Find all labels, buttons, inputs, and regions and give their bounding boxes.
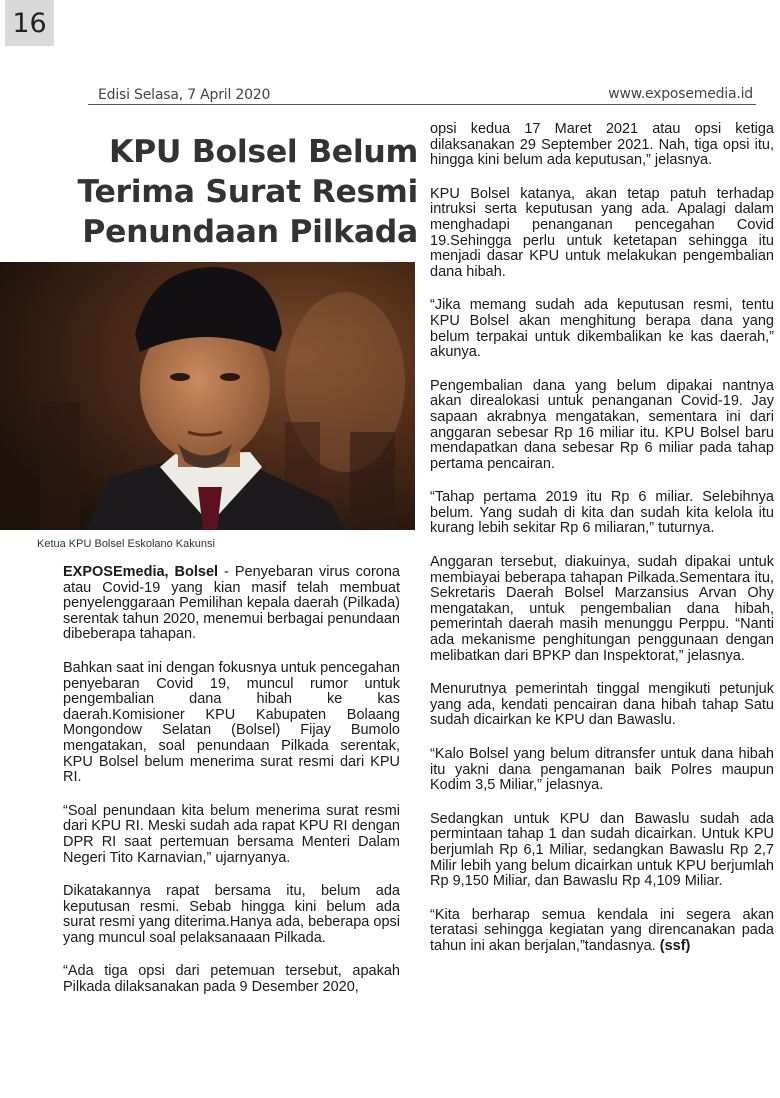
paragraph-9: Pengembalian dana yang belum dipakai nantnya akan direalokasi untuk penanganan Covid-19. Jay sapaan akrabnya mengatakan, sementara ini dari anggaran sebesar Rp 16 miliar itu. KPU Bolsel baru mendapatkan dana sebesar Rp 6 miliar pada tahap pertama pencairan.: [430, 377, 774, 472]
paragraph-1-text: - Penyebaran virus corona atau Covid-19 yang kian masif telah membuat penyelenggaraan Pemilihan kepala daerah (Pilkada) serentak tahun 2020, menemui berbagai penundaan dibeberapa tahapan.: [63, 564, 400, 643]
paragraph-5: “Ada tiga opsi dari petemuan tersebut, apakah Pilkada dilaksanakan pada 9 Desember 2020,: [63, 963, 400, 996]
paragraph-10: “Tahap pertama 2019 itu Rp 6 miliar. Selebihnya belum. Yang sudah di kita dan sudah kita kelola itu kurang lebih sekitar Rp 6 miliaran,” tuturnya.: [430, 489, 774, 537]
paragraph-2: Bahkan saat ini dengan fokusnya untuk pencegahan penyebaran Covid 19, muncul rumor untuk pengembalian dana hibah ke kas daerah.Komisioner KPU Kabupaten Bolaang Mongondow Selatan (Bolsel) Fijay Bumolo mengatakan, soal penundaan Pilkada serentak, KPU Bolsel belum menerima surat resmi dari KPU RI.: [63, 659, 400, 786]
page-number: 16: [5, 0, 54, 46]
paragraph-12: Menurutnya pemerintah tinggal mengikuti petunjuk yang ada, kendati pencairan dana hibah tahap Satu sudah dicairkan ke KPU dan Bawaslu.: [430, 681, 774, 729]
paragraph-11: Anggaran tersebut, diakuinya, sudah dipakai untuk membiayai beberapa tahapan Pilkada.Sementara itu, Sekretaris Daerah Bolsel Marzansius Arvan Ohy mengatakan, untuk pengembalian dana hibah, pemerintah daerah masih menunggu Perppu. “Nanti ada mekanisme penghitungan penggunaan dengan melibatkan dari BPKP dan Inspektorat,” jelasnya.: [430, 554, 774, 664]
author-signature: (ssf): [659, 937, 691, 954]
paragraph-15-text: “Kita berharap semua kendala ini segera akan teratasi sehingga kegiatan yang direncanakan pada tahun ini akan berjalan,”tandasnya.: [430, 906, 774, 954]
headline: [60, 132, 418, 252]
photo-caption: Ketua KPU Bolsel Eskolano Kakunsi: [37, 538, 215, 550]
paragraph-3: “Soal penundaan kita belum menerima surat resmi dari KPU RI. Meski sudah ada rapat KPU RI dengan DPR RI saat pertemuan bersama Menteri Dalam Negeri Tito Karnavian,” ujarnyanya.: [63, 802, 400, 866]
paragraph-6: opsi kedua 17 Maret 2021 atau opsi ketiga dilaksanakan 29 September 2021. Nah, tiga opsi itu, hingga kini belum ada keputusan,” jelasnya.: [430, 121, 774, 169]
article-photo: [0, 262, 415, 530]
article-column-right: [430, 122, 774, 973]
edition-date: Edisi Selasa, 7 April 2020: [98, 87, 271, 103]
website-url[interactable]: www.exposemedia.id: [608, 86, 753, 102]
paragraph-1: [63, 565, 400, 643]
article-column-left: [63, 565, 400, 1014]
paragraph-7: KPU Bolsel katanya, akan tetap patuh terhadap intruksi serta keputusan yang ada. Apalagi dalam menghadapi penanganan pencegahan Covid 19.Sehingga perlu untuk ketetapan sehingga itu menjadi dasar KPU untuk melakukan pengembalian dana hibah.: [430, 185, 774, 280]
paragraph-14: Sedangkan untuk KPU dan Bawaslu sudah ada permintaan tahap 1 dan sudah dicairkan. Untuk KPU berjumlah Rp 6,1 Miliar, sedangkan Bawaslu Rp 2,7 Milir lebih yang belum dicairkan untuk KPU berjumlah Rp 9,150 Miliar, dan Bawaslu Rp 4,109 Miliar.: [430, 810, 774, 890]
paragraph-8: “Jika memang sudah ada keputusan resmi, tentu KPU Bolsel akan menghitung berapa dana yang belum terpakai untuk dikembalikan ke kas daerah,” akunya.: [430, 297, 774, 361]
header-rule: [88, 104, 756, 105]
paragraph-15: [430, 908, 774, 955]
paragraph-13: “Kalo Bolsel yang belum ditransfer untuk dana hibah itu yakni dana pengamanan baik Polres maupun Kodim 3,5 Miliar,” jelasnya.: [430, 746, 774, 794]
dateline: EXPOSEmedia, Bolsel: [63, 564, 219, 580]
headline-line-3: Penundaan Pilkada: [82, 214, 418, 250]
paragraph-4: Dikatakannya rapat bersama itu, belum ada keputusan resmi. Sebab hingga kini belum ada surat resmi yang diterima.Hanya ada, beberapa opsi yang muncul soal pelaksanaaan Pilkada.: [63, 883, 400, 946]
headline-line-2: Terima Surat Resmi: [77, 174, 418, 210]
headline-line-1: KPU Bolsel Belum: [109, 134, 418, 170]
